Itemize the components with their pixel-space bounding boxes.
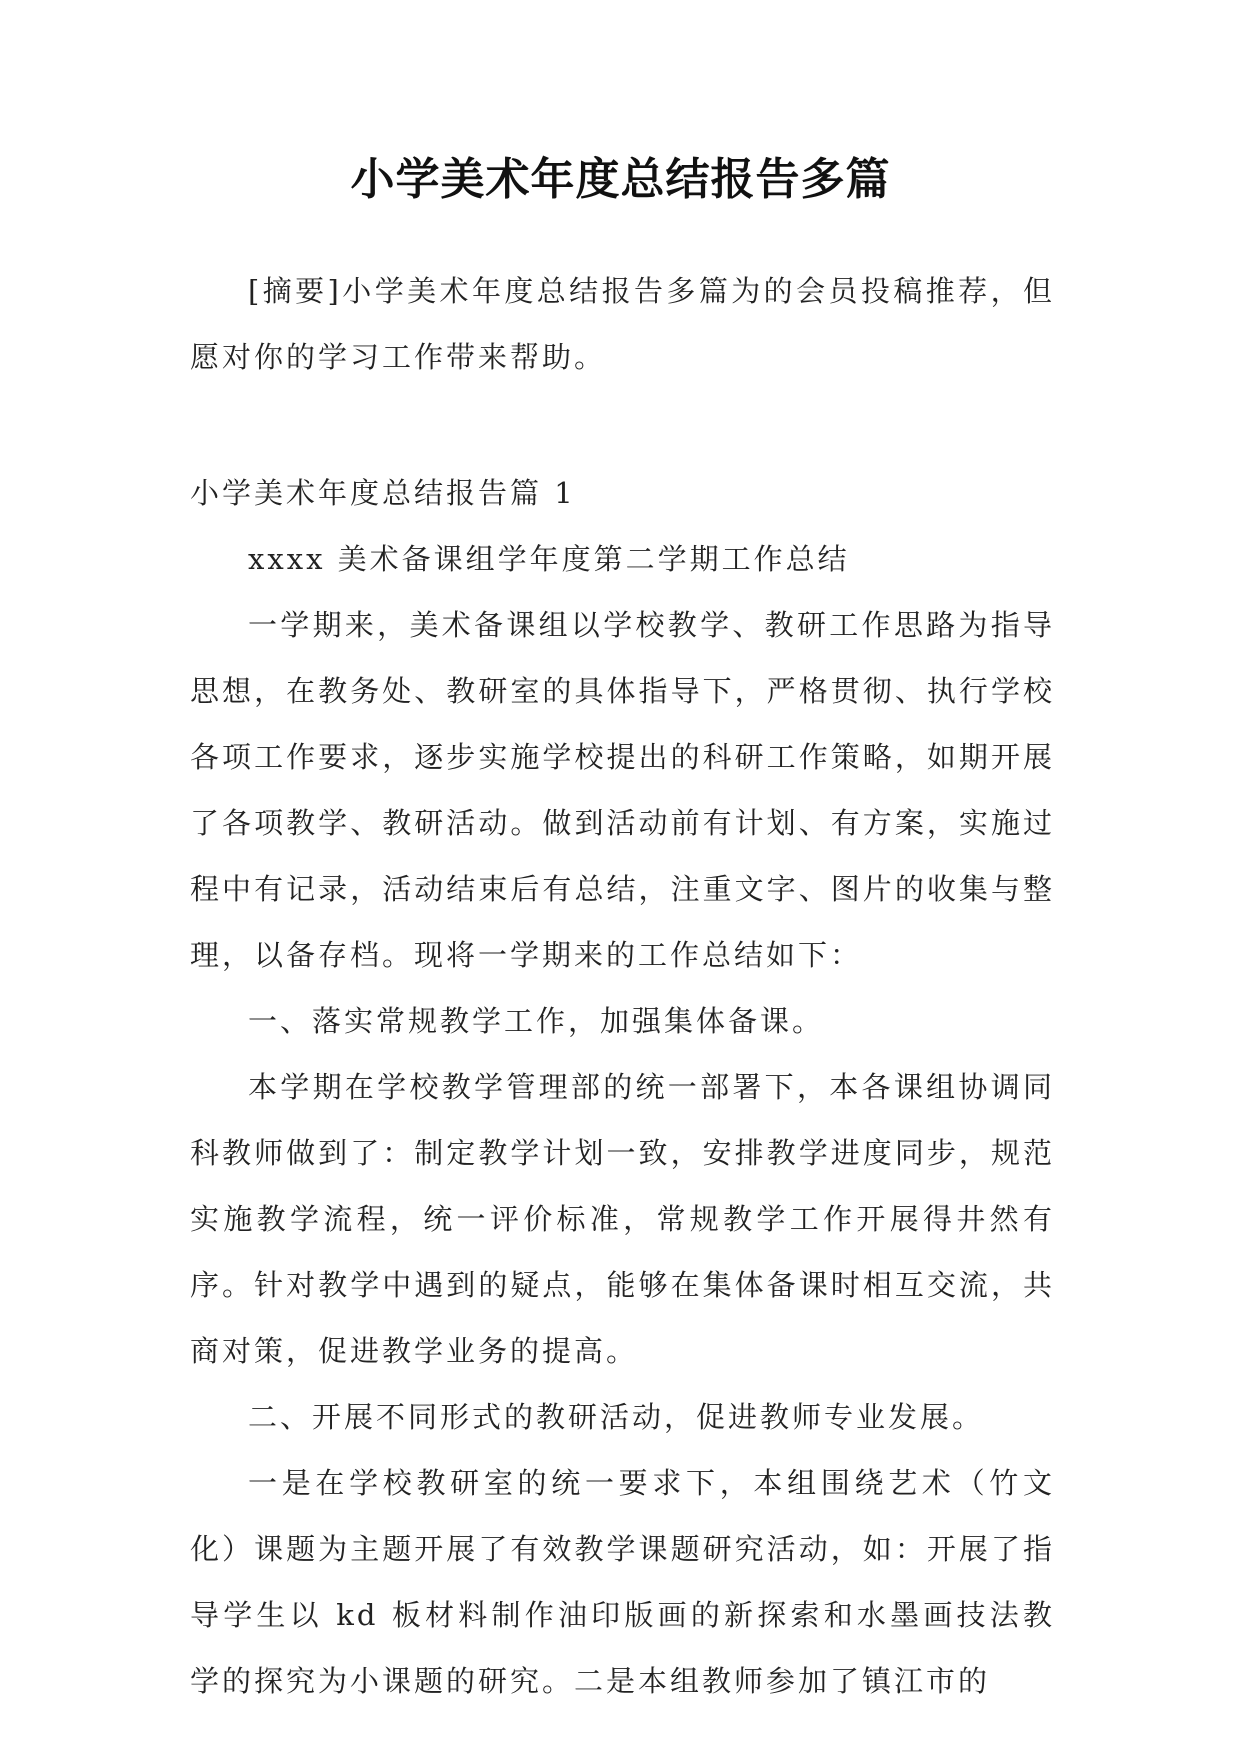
- abstract-block: [190, 258, 1055, 390]
- paragraph-subtitle: xxxx 美术备课组学年度第二学期工作总结: [248, 542, 850, 576]
- paragraph-point-one-body: 本学期在学校教学管理部的统一部署下，本各课组协调同科教师做到了：制定教学计划一致，安排教学进度同步，规范实施教学流程，统一评价标准，常规教学工作开展得井然有序。针对教学中遇到的疑点，能够在集体备课时相互交流，共商对策，促进教学业务的提高。: [190, 1070, 1055, 1368]
- document-title: 小学美术年度总结报告多篇: [350, 154, 891, 205]
- paragraph-point-two-heading: 二、开展不同形式的教研活动，促进教师专业发展。: [248, 1400, 985, 1434]
- paragraph-intro: 一学期来，美术备课组以学校教学、教研工作思路为指导思想，在教务处、教研室的具体指导下，严格贯彻、执行学校各项工作要求，逐步实施学校提出的科研工作策略，如期开展了各项教学、教研活动。做到活动前有计划、有方案，实施过程中有记录，活动结束后有总结，注重文字、图片的收集与整理，以备存档。现将一学期来的工作总结如下：: [190, 608, 1055, 972]
- section-body: [190, 460, 1055, 1714]
- section-heading: 小学美术年度总结报告篇 1: [190, 476, 576, 510]
- paragraph-point-two-body: 一是在学校教研室的统一要求下，本组围绕艺术（竹文化）课题为主题开展了有效教学课题研究活动，如：开展了指导学生以 kd 板材料制作油印版画的新探索和水墨画技法教学的探究为小课题的研究。二是本组教师参加了镇江市的: [190, 1466, 1055, 1698]
- abstract-paragraph: [摘要]小学美术年度总结报告多篇为的会员投稿推荐，但愿对你的学习工作带来帮助。: [190, 274, 1055, 374]
- paragraph-point-one-heading: 一、落实常规教学工作，加强集体备课。: [248, 1004, 825, 1038]
